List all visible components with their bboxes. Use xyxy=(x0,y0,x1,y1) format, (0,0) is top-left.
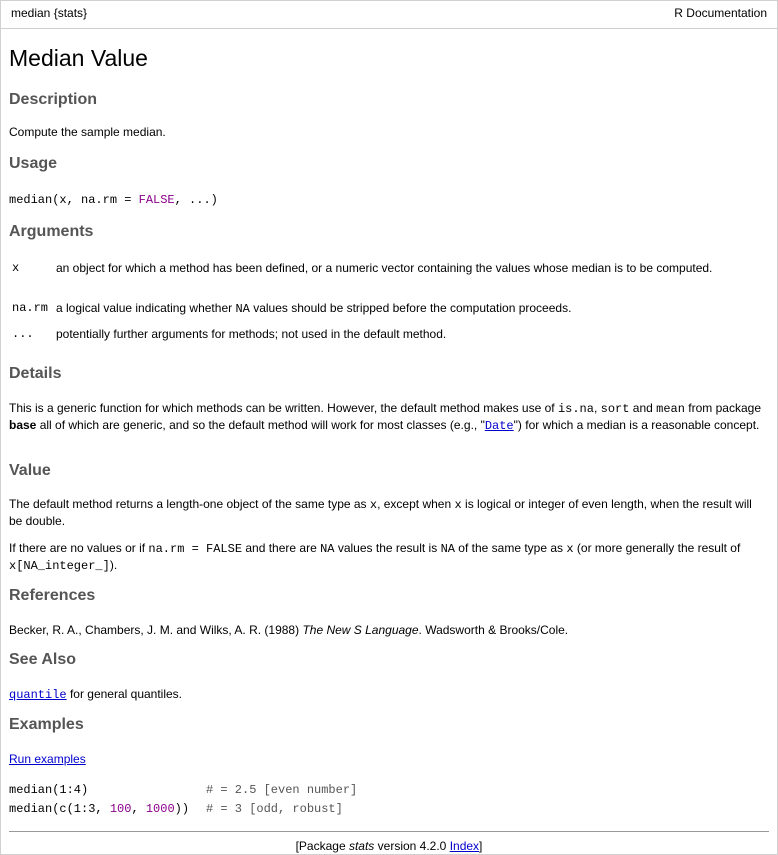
value-code: x xyxy=(566,542,574,556)
section-examples-heading: Examples xyxy=(9,716,84,733)
details-seg: ") for which a median is a reasonable concept. xyxy=(513,418,760,432)
value-seg: is logical or integer of even length, when the result will be double. xyxy=(9,497,752,528)
value-code: NA xyxy=(320,542,335,556)
value-seg: of the same type as xyxy=(454,541,567,555)
see-also-text xyxy=(9,686,762,703)
example-comment: # = 3 [odd, robust] xyxy=(206,802,343,816)
example-number: 100 xyxy=(109,802,132,816)
value-paragraph-2 xyxy=(9,540,762,574)
example-line-2 xyxy=(9,800,762,819)
example-code: median(c(1:3, xyxy=(9,802,110,816)
value-seg: (or more generally the result of xyxy=(573,541,741,555)
usage-rest: , ...) xyxy=(174,193,218,207)
value-code: NA xyxy=(440,542,455,556)
details-seg: and xyxy=(629,401,657,415)
usage-code xyxy=(9,192,762,208)
argument-desc-code: NA xyxy=(235,302,250,316)
see-also-seg: for general quantiles. xyxy=(66,687,183,701)
details-code: sort xyxy=(600,402,630,416)
argument-desc-text: values should be stripped before the computation proceeds. xyxy=(249,301,572,315)
value-code: x[NA_integer_] xyxy=(9,559,110,573)
argument-desc-text: a logical value indicating whether xyxy=(56,301,236,315)
details-code: mean xyxy=(656,402,685,416)
argument-name: na.rm xyxy=(12,301,49,315)
value-seg: values the result is xyxy=(334,541,441,555)
section-arguments-heading: Arguments xyxy=(9,223,94,240)
example-number: 1000 xyxy=(145,802,175,816)
value-seg: , except when xyxy=(377,497,455,511)
reference-seg: Becker, R. A., Chambers, J. M. and Wilks, A. R. (1988) xyxy=(9,623,303,637)
footer-seg: [Package xyxy=(295,839,349,853)
details-text xyxy=(9,400,762,434)
run-examples-row xyxy=(9,751,762,767)
reference-text xyxy=(9,622,762,638)
details-seg: , xyxy=(593,401,601,415)
examples-code xyxy=(9,781,762,819)
footer-divider xyxy=(9,831,769,832)
example-comment: # = 2.5 [even number] xyxy=(206,783,358,797)
details-bold: base xyxy=(9,418,37,432)
example-code: median(1:4) xyxy=(9,783,89,797)
value-code: x xyxy=(369,498,378,512)
details-code: is.na xyxy=(557,402,594,416)
usage-eq: = xyxy=(124,193,139,207)
footer-package-name: stats xyxy=(348,839,375,853)
header-divider xyxy=(1,28,777,29)
doc-source-label: R Documentation xyxy=(674,6,767,20)
doc-header xyxy=(11,6,767,22)
section-usage-heading: Usage xyxy=(9,155,58,172)
section-details-heading: Details xyxy=(9,365,62,382)
argument-desc xyxy=(56,301,718,317)
reference-title: The New S Language xyxy=(302,623,419,637)
value-seg: The default method returns a length-one object of the same type as xyxy=(9,497,370,511)
argument-name: x xyxy=(12,261,20,275)
index-link[interactable]: Index xyxy=(449,839,480,853)
section-value-heading: Value xyxy=(9,462,51,479)
usage-fn: median(x, na.rm xyxy=(9,193,125,207)
description-text: Compute the sample median. xyxy=(9,125,166,139)
details-seg: This is a generic function for which methods can be written. However, the default method makes use of xyxy=(9,401,558,415)
quantile-link[interactable]: quantile xyxy=(9,688,67,702)
argument-desc: potentially further arguments for methods; not used in the default method. xyxy=(56,327,447,341)
section-references-heading: References xyxy=(9,587,96,604)
example-code: , xyxy=(131,802,146,816)
reference-seg: . Wadsworth & Brooks/Cole. xyxy=(418,623,569,637)
topic-label: median {stats} xyxy=(11,6,88,20)
value-seg: If there are no values or if xyxy=(9,541,149,555)
example-line-1 xyxy=(9,781,762,800)
package-footer xyxy=(0,838,778,854)
argument-name: ... xyxy=(12,327,34,341)
run-examples-link[interactable]: Run examples xyxy=(9,752,86,766)
usage-false: FALSE xyxy=(138,193,175,207)
value-seg: ). xyxy=(109,558,118,572)
details-seg: all of which are generic, and so the default method will work for most classes (e.g., " xyxy=(36,418,485,432)
page-title: Median Value xyxy=(9,45,148,71)
value-paragraph-1 xyxy=(9,496,762,529)
footer-seg: ] xyxy=(479,839,483,853)
details-seg: from package xyxy=(684,401,762,415)
section-see-also-heading: See Also xyxy=(9,651,76,668)
section-description-heading: Description xyxy=(9,91,98,108)
value-code: na.rm = FALSE xyxy=(148,542,243,556)
date-link[interactable]: Date xyxy=(484,419,514,433)
value-seg: and there are xyxy=(242,541,321,555)
example-code: )) xyxy=(174,802,190,816)
footer-seg: version 4.2.0 xyxy=(374,839,450,853)
value-code: x xyxy=(454,498,462,512)
argument-desc: an object for which a method has been defined, or a numeric vector containing the values whose median is to be computed. xyxy=(56,261,713,275)
